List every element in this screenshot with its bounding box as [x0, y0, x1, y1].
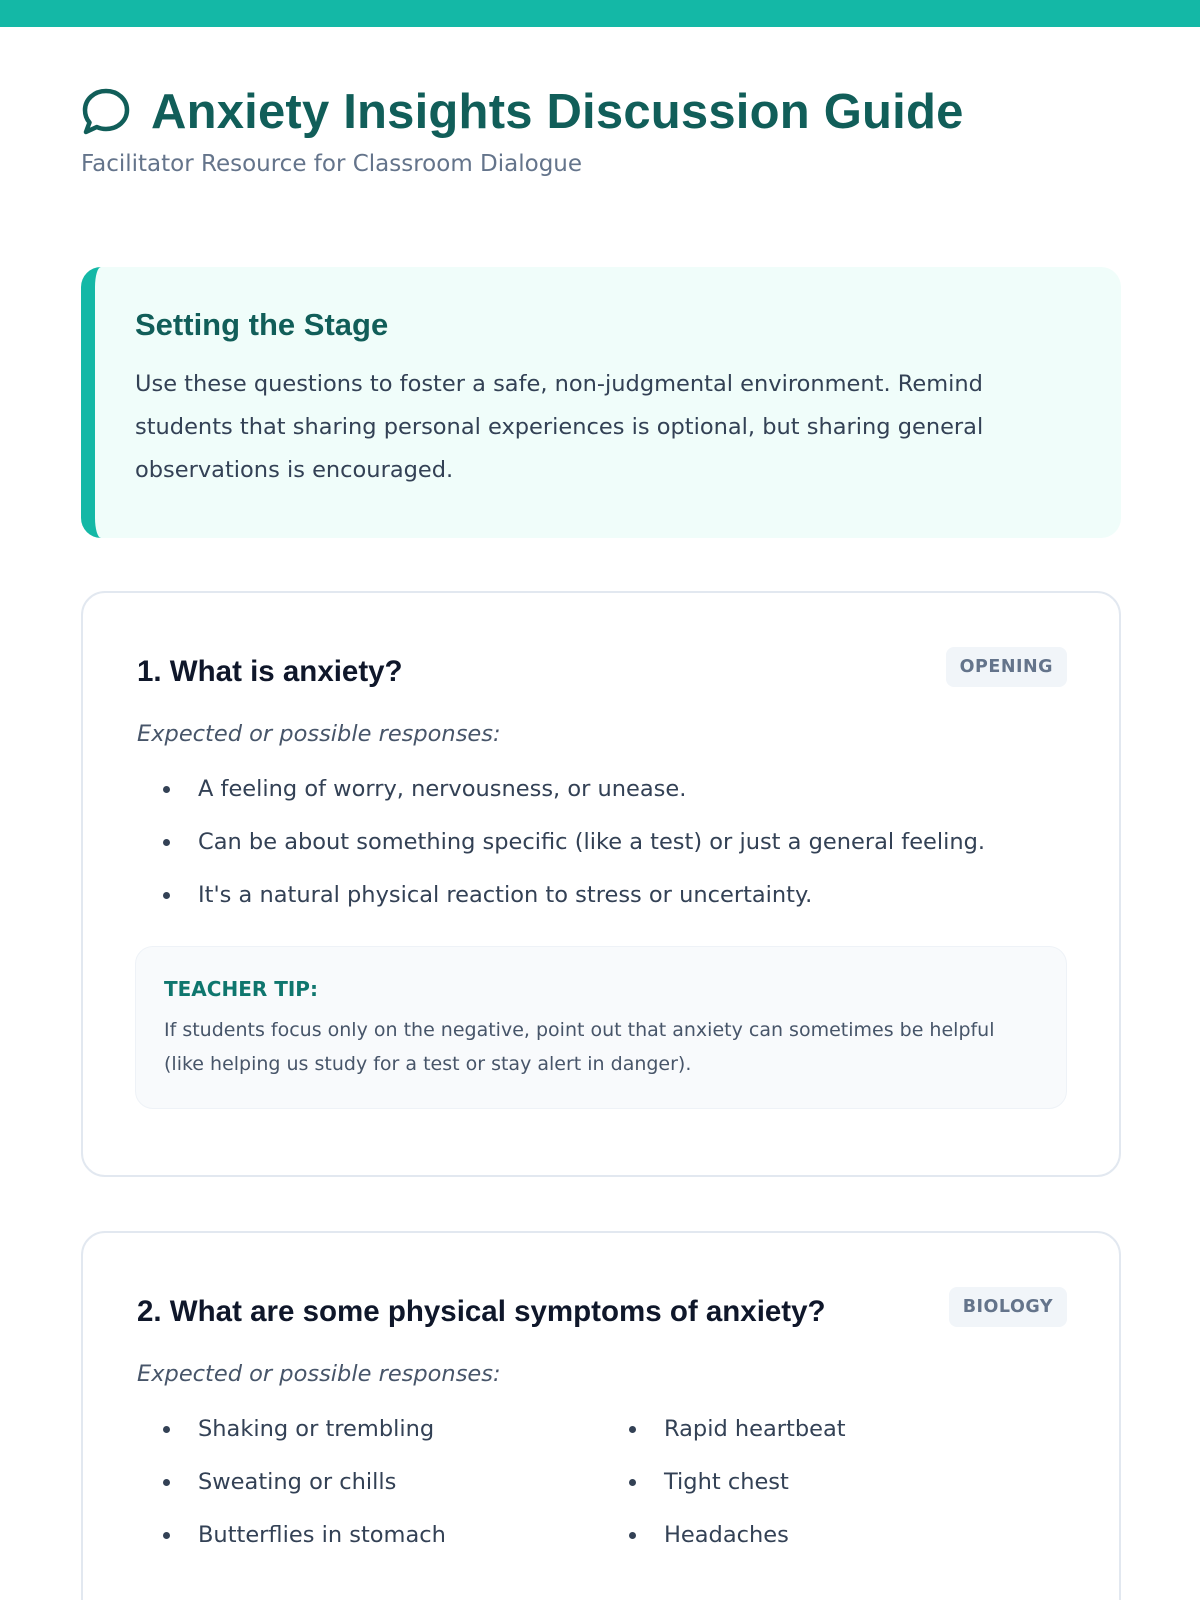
- question-title: 1. What is anxiety?: [137, 655, 403, 688]
- list-item: Can be about something specific (like a test) or just a general feeling.: [135, 828, 1067, 881]
- teacher-tip-text: If students focus only on the negative, point out that anxiety can sometimes be helpful (like helping us study for a test or stay alert in danger).: [164, 1019, 995, 1075]
- response-list-right: [601, 1415, 1067, 1574]
- category-badge: BIOLOGY: [949, 1287, 1067, 1327]
- expected-responses-label: Expected or possible responses:: [137, 721, 501, 747]
- question-card-1: [81, 591, 1121, 1177]
- question-header: [135, 1283, 1067, 1343]
- title-row: [81, 84, 1121, 140]
- page-title: Anxiety Insights Discussion Guide: [151, 85, 964, 139]
- question-header: [135, 643, 1067, 703]
- list-item: Butterflies in stomach: [135, 1521, 601, 1574]
- setting-the-stage-panel: [81, 267, 1121, 538]
- response-list: [135, 775, 1067, 934]
- list-item: Rapid heartbeat: [601, 1415, 1067, 1468]
- top-accent-bar: [0, 0, 1200, 27]
- response-columns: [135, 1415, 1067, 1574]
- teacher-tip: [135, 946, 1067, 1109]
- list-item: Headaches: [601, 1521, 1067, 1574]
- stage-text: Use these questions to foster a safe, non-judgmental environment. Remind students that sharing personal experiences is optional, but sharing general observations is encouraged.: [135, 371, 984, 483]
- teacher-tip-label: TEACHER TIP:: [164, 977, 318, 1001]
- list-item: Tight chest: [601, 1468, 1067, 1521]
- chat-bubble-icon: [79, 85, 133, 139]
- category-badge: OPENING: [946, 647, 1067, 687]
- list-item: Shaking or trembling: [135, 1415, 601, 1468]
- question-card-2: [81, 1231, 1121, 1600]
- list-item: It's a natural physical reaction to stress or uncertainty.: [135, 881, 1067, 934]
- page-header: [81, 84, 1121, 177]
- question-title: 2. What are some physical symptoms of anxiety?: [137, 1295, 826, 1328]
- stage-title: Setting the Stage: [135, 307, 389, 342]
- list-item: A feeling of worry, nervousness, or unease.: [135, 775, 1067, 828]
- list-item: Sweating or chills: [135, 1468, 601, 1521]
- page-subtitle: Facilitator Resource for Classroom Dialogue: [81, 151, 583, 177]
- response-list-left: [135, 1415, 601, 1574]
- expected-responses-label: Expected or possible responses:: [137, 1361, 501, 1387]
